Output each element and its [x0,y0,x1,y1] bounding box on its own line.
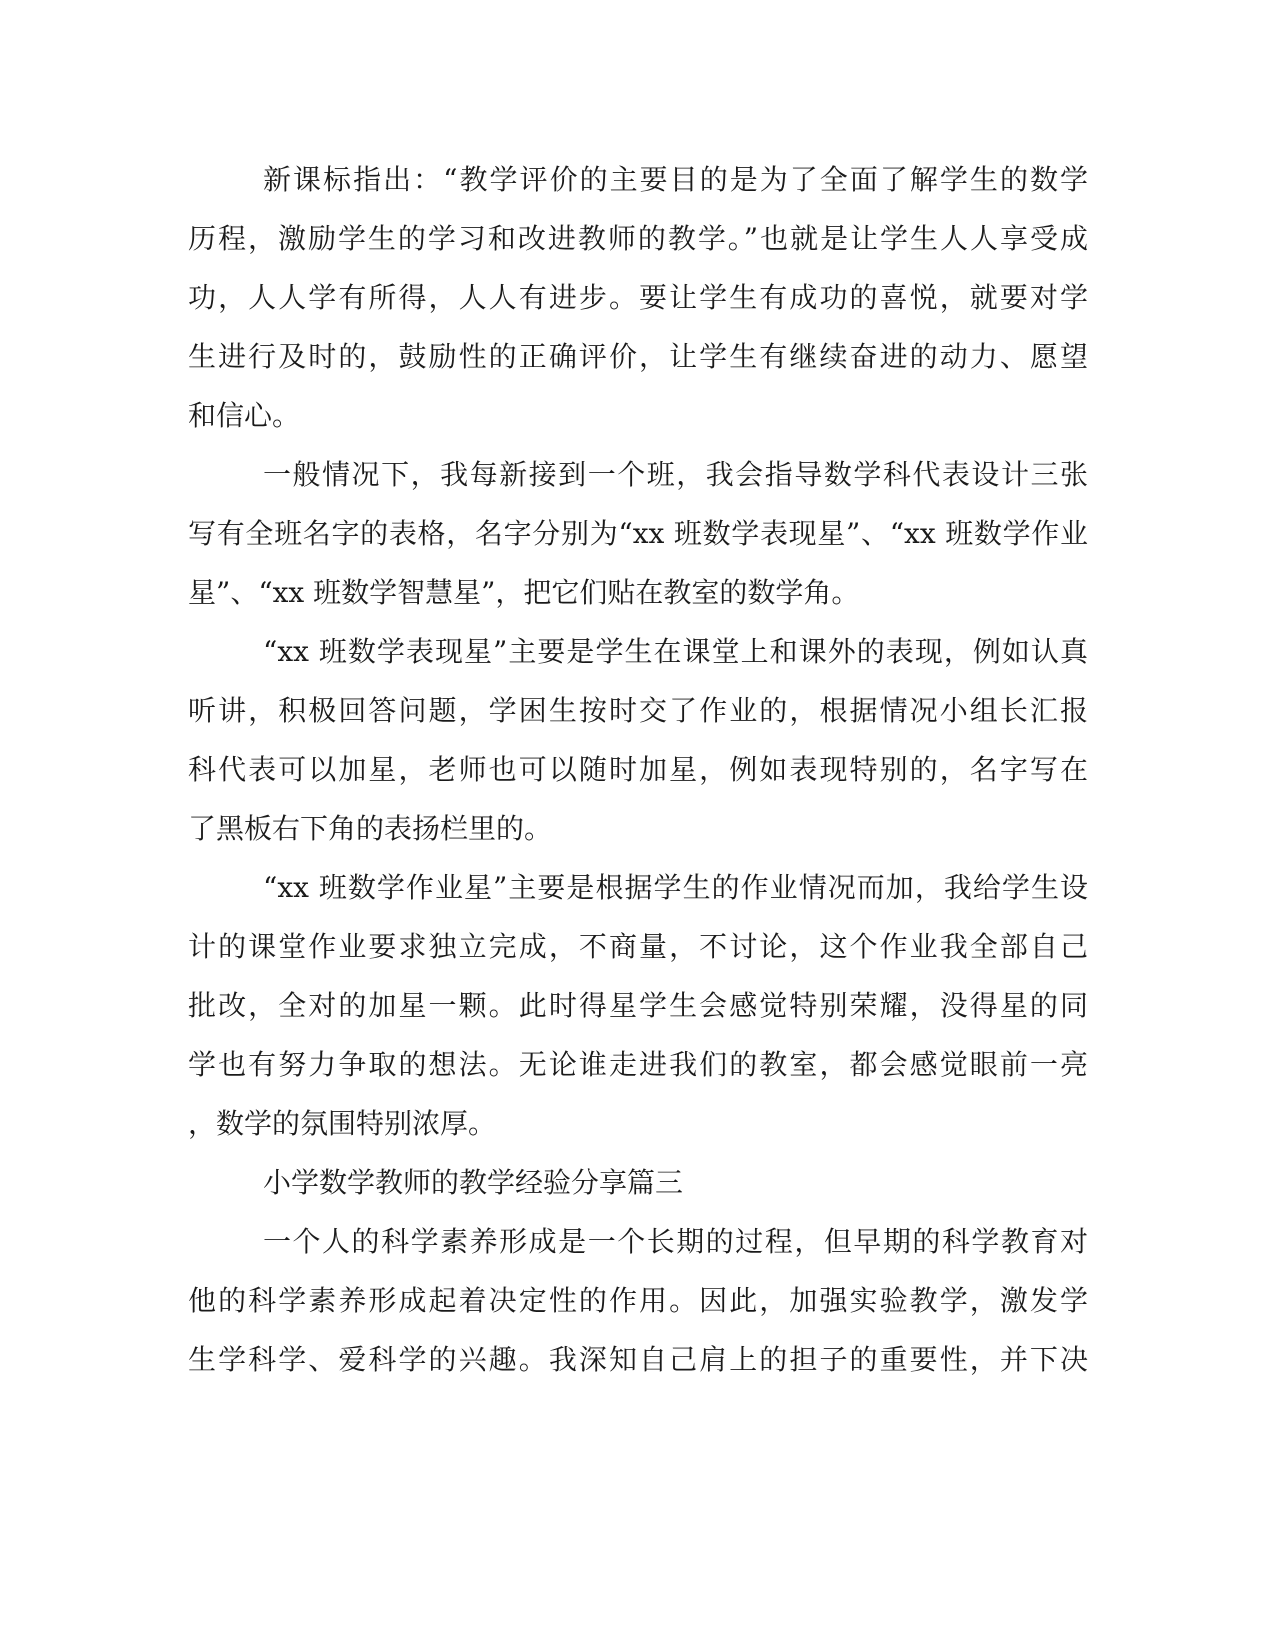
paragraph-4-line-5: ，数学的氛围特别浓厚。 [188,1107,497,1140]
paragraph-5-line-1: 一个人的科学素养形成是一个长期的过程，但早期的科学教育对 [263,1225,1088,1258]
paragraph-4-line-1: “xx 班数学作业星”主要是根据学生的作业情况而加，我给学生设 [263,871,1088,904]
paragraph-2-line-2: 写有全班名字的表格，名字分别为“xx 班数学表现星”、“xx 班数学作业 [188,517,1088,550]
section-heading: 小学数学教师的教学经验分享篇三 [263,1166,684,1199]
paragraph-4-line-4: 学也有努力争取的想法。无论谁走进我们的教室，都会感觉眼前一亮 [188,1048,1088,1081]
paragraph-3-line-1: “xx 班数学表现星”主要是学生在课堂上和课外的表现，例如认真 [263,635,1088,668]
paragraph-5-line-2: 他的科学素养形成起着决定性的作用。因此，加强实验教学，激发学 [188,1284,1088,1317]
paragraph-1-line-1: 新课标指出：“教学评价的主要目的是为了全面了解学生的数学 [263,163,1088,196]
paragraph-5-line-3: 生学科学、爱科学的兴趣。我深知自己肩上的担子的重要性，并下决 [188,1343,1088,1376]
paragraph-4-line-3: 批改，全对的加星一颗。此时得星学生会感觉特别荣耀，没得星的同 [188,989,1088,1022]
paragraph-2-line-1: 一般情况下，我每新接到一个班，我会指导数学科代表设计三张 [263,458,1088,491]
paragraph-3-line-4: 了黑板右下角的表扬栏里的。 [188,812,553,845]
paragraph-4-line-2: 计的课堂作业要求独立完成，不商量，不讨论，这个作业我全部自己 [188,930,1088,963]
paragraph-3-line-2: 听讲，积极回答问题，学困生按时交了作业的，根据情况小组长汇报 [188,694,1088,727]
paragraph-1-line-3: 功，人人学有所得，人人有进步。要让学生有成功的喜悦，就要对学 [188,281,1088,314]
paragraph-2-line-3: 星”、“xx 班数学智慧星”，把它们贴在教室的数学角。 [188,576,860,609]
paragraph-1-line-2: 历程，激励学生的学习和改进教师的教学。”也就是让学生人人享受成 [188,222,1088,255]
paragraph-1-line-5: 和信心。 [188,399,301,432]
paragraph-3-line-3: 科代表可以加星，老师也可以随时加星，例如表现特别的，名字写在 [188,753,1088,786]
paragraph-1-line-4: 生进行及时的，鼓励性的正确评价，让学生有继续奋进的动力、愿望 [188,340,1088,373]
